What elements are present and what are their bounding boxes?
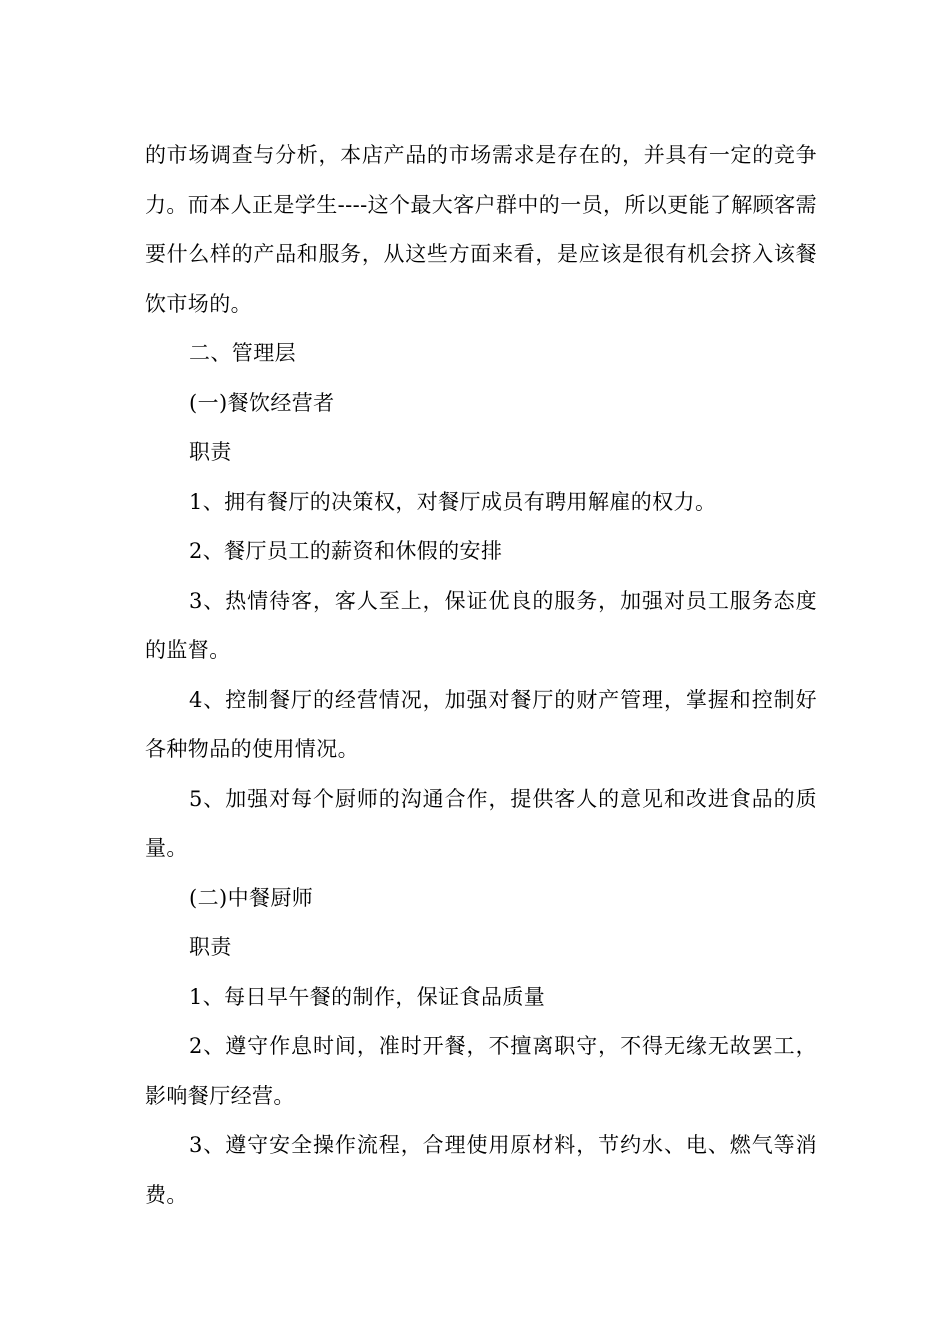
list-item-chef-duty-2: 2、遵守作息时间，准时开餐，不擅离职守，不得无缘无故罢工，影响餐厅经营。 bbox=[145, 1034, 817, 1108]
list-item-operator-duty-3: 3、热情待客，客人至上，保证优良的服务，加强对员工服务态度的监督。 bbox=[145, 588, 817, 662]
list-item-chef-duty-3: 3、遵守安全操作流程，合理使用原材料，节约水、电、燃气等消费。 bbox=[145, 1133, 817, 1207]
list-item-operator-duty-1: 1、拥有餐厅的决策权，对餐厅成员有聘用解雇的权力。 bbox=[189, 489, 717, 514]
subsection-heading-chinese-chef: (二)中餐厨师 bbox=[189, 885, 314, 910]
label-duties: 职责 bbox=[189, 935, 232, 959]
paragraph-market-analysis: 的市场调查与分析，本店产品的市场需求是存在的，并具有一定的竞争力。而本人正是学生----这个最大客户群中的一员，所以更能了解顾客需要什么样的产品和服务，从这些方面来看，是应该是很有机会挤入该餐饮市场的。 bbox=[145, 143, 817, 316]
section-heading-management: 二、管理层 bbox=[189, 341, 296, 365]
list-item-operator-duty-2: 2、餐厅员工的薪资和休假的安排 bbox=[189, 539, 503, 563]
document-body bbox=[145, 131, 817, 1220]
subsection-heading-restaurant-operator: (一)餐饮经营者 bbox=[189, 390, 335, 415]
list-item-operator-duty-4: 4、控制餐厅的经营情况，加强对餐厅的财产管理，掌握和控制好各种物品的使用情况。 bbox=[145, 687, 817, 761]
list-item-chef-duty-1: 1、每日早午餐的制作，保证食品质量 bbox=[189, 984, 546, 1009]
label-duties: 职责 bbox=[189, 440, 232, 464]
list-item-operator-duty-5: 5、加强对每个厨师的沟通合作，提供客人的意见和改进食品的质量。 bbox=[145, 786, 817, 860]
